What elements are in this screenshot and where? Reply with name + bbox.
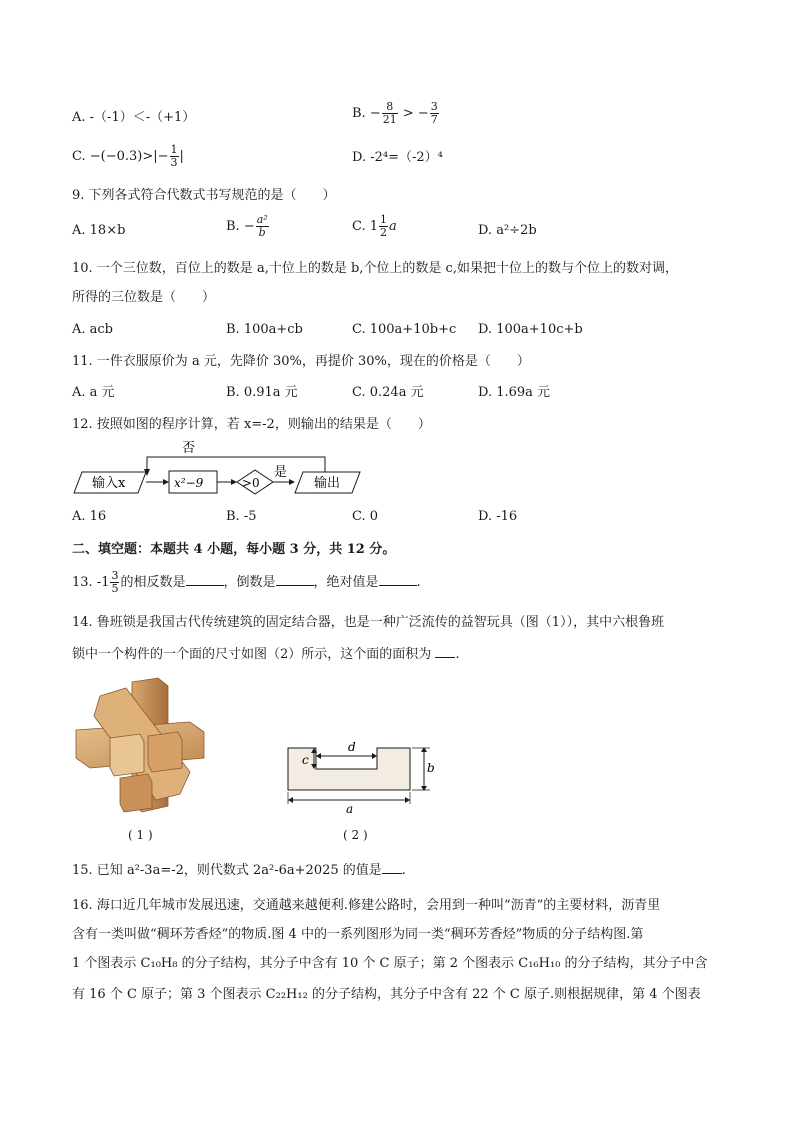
q8-option-b[interactable] xyxy=(352,101,440,126)
q9-c-num: 1 xyxy=(380,213,388,226)
q14-stem-line2 xyxy=(72,645,460,664)
flow-output-label: 输出 xyxy=(314,476,341,491)
fig2-label: ( 2 ) xyxy=(343,828,368,842)
q11-option-a[interactable]: A. a 元 xyxy=(72,385,115,400)
q8-c-frac xyxy=(170,144,179,169)
q14-stem-line1: 14. 鲁班锁是我国古代传统建筑的固定结合器，也是一种广泛流传的益智玩具（图（1）），其中六根鲁班 xyxy=(72,615,665,630)
q12-option-a[interactable]: A. 16 xyxy=(72,509,107,524)
dim-a-label: a xyxy=(346,802,354,814)
q8-b-prefix: B. − xyxy=(352,106,381,121)
q8-option-c[interactable] xyxy=(72,144,184,169)
q8-c-suffix: | xyxy=(179,149,184,164)
q13-blank-absolute[interactable] xyxy=(379,573,417,586)
q9-option-d[interactable]: D. a²÷2b xyxy=(478,223,537,238)
q8-b-den2: 7 xyxy=(430,113,438,126)
section-2-heading: 二、填空题：本题共 4 小题，每小题 3 分，共 12 分。 xyxy=(72,542,396,557)
flow-condition-label: >0 xyxy=(242,476,260,490)
q10-stem-line2: 所得的三位数是（ ） xyxy=(72,290,216,305)
q8-b-den1: 21 xyxy=(382,113,397,126)
q15-end: . xyxy=(401,863,406,878)
q13-blank-opposite[interactable] xyxy=(186,573,224,586)
q16-line1: 16. 海口近几年城市发展迅速，交通越来越便利.修建公路时，会用到一种叫“沥青”的主要材料，沥青里 xyxy=(72,898,661,913)
q13-prefix: 13. -1 xyxy=(72,575,110,590)
q16-line3: 1 个图表示 C₁₀H₈ 的分子结构，其分子中含有 10 个 C 原子；第 2 个图表示 C₁₆H₁₀ 的分子结构，其分子中含 xyxy=(72,956,708,971)
luban-lock-image xyxy=(70,676,215,816)
q10-option-c[interactable]: C. 100a+10b+c xyxy=(352,322,457,337)
q13-stem xyxy=(72,570,421,595)
q11-option-c[interactable]: C. 0.24a 元 xyxy=(352,385,424,400)
q10-option-d[interactable]: D. 100a+10c+b xyxy=(478,322,583,337)
q13-den: 5 xyxy=(111,582,119,595)
q9-option-c[interactable] xyxy=(352,214,397,239)
q10-option-b[interactable]: B. 100a+cb xyxy=(226,322,303,337)
q14-stem-text: 锁中一个构件的一个面的尺寸如图（2）所示，这个面的面积为 xyxy=(72,647,432,662)
q9-b-frac xyxy=(256,214,269,239)
q14-blank-area[interactable] xyxy=(435,645,455,658)
q8-c-den: 3 xyxy=(170,156,178,169)
flow-no-label: 否 xyxy=(182,441,196,456)
q8-b-num1: 8 xyxy=(382,101,398,114)
q9-b-den: b xyxy=(258,226,266,239)
fig1-label: ( 1 ) xyxy=(128,828,153,842)
q14-dimension-figure xyxy=(280,734,440,814)
q12-option-d[interactable]: D. -16 xyxy=(478,509,518,524)
flow-yes-label: 是 xyxy=(274,465,288,480)
q13-num: 3 xyxy=(111,569,119,582)
q13-text-1: 的相反数是 xyxy=(120,575,186,590)
flow-process-label: x²−9 xyxy=(174,476,204,490)
q8-b-frac2 xyxy=(430,101,439,126)
q9-c-frac xyxy=(379,214,388,239)
dim-c-label: c xyxy=(302,753,309,767)
dim-b-label: b xyxy=(427,761,435,775)
q9-c-suffix: a xyxy=(389,219,397,234)
q15-stem xyxy=(72,861,406,880)
q11-stem: 11. 一件衣服原价为 a 元，先降价 30%，再提价 30%，现在的价格是（ ） xyxy=(72,354,530,369)
q10-stem-line1: 10. 一个三位数，百位上的数是 a,十位上的数是 b,个位上的数是 c,如果把十位上的数与个位上的数对调， xyxy=(72,261,678,276)
q8-c-num: 1 xyxy=(170,143,178,156)
q9-option-b[interactable] xyxy=(226,214,270,239)
q9-c-den: 2 xyxy=(380,226,388,239)
q9-b-prefix: B. − xyxy=(226,219,255,234)
q8-option-a[interactable]: A. -（-1）＜-（+1） xyxy=(72,110,196,125)
q10-option-a[interactable]: A. acb xyxy=(72,322,114,337)
q13-frac xyxy=(110,570,119,595)
dim-d-label: d xyxy=(348,740,356,754)
q8-b-mid: > − xyxy=(398,106,429,121)
q16-line2: 含有一类叫做“稠环芳香烃”的物质.图 4 中的一系列图形为同一类“稠环芳香烃”物质的分子结构图.第 xyxy=(72,927,644,942)
q12-option-c[interactable]: C. 0 xyxy=(352,509,379,524)
q15-stem-text: 15. 已知 a²-3a=-2，则代数式 2a²-6a+2025 的值是 xyxy=(72,863,382,878)
q8-option-d[interactable]: D. -2⁴=（-2）⁴ xyxy=(352,150,443,165)
flow-arrow-3-head xyxy=(289,479,295,485)
q9-stem: 9. 下列各式符合代数式书写规范的是（ ） xyxy=(72,188,336,203)
q13-text-3: ，绝对值是 xyxy=(313,575,379,590)
q13-text-2: ，倒数是 xyxy=(223,575,276,590)
q16-line4: 有 16 个 C 原子；第 3 个图表示 C₂₂H₁₂ 的分子结构，其分子中含有 22 个 C 原子.则根据规律，第 4 个图表 xyxy=(72,987,701,1002)
q13-text-4: . xyxy=(416,575,421,590)
q14-stem-end: . xyxy=(455,647,460,662)
q9-c-prefix: C. 1 xyxy=(352,219,379,234)
q13-blank-reciprocal[interactable] xyxy=(276,573,314,586)
flow-input-label: 输入x xyxy=(92,476,126,491)
q12-option-b[interactable]: B. -5 xyxy=(226,509,257,524)
q9-option-a[interactable]: A. 18×b xyxy=(72,223,126,238)
q9-b-num: a² xyxy=(256,213,268,226)
q11-option-d[interactable]: D. 1.69a 元 xyxy=(478,385,551,400)
flow-arrow-1-head xyxy=(163,479,169,485)
q11-option-b[interactable]: B. 0.91a 元 xyxy=(226,385,298,400)
q15-blank[interactable] xyxy=(382,861,402,874)
q12-flowchart xyxy=(70,436,370,498)
q8-c-prefix: C. −(−0.3)>|− xyxy=(72,149,169,164)
q12-stem: 12. 按照如图的程序计算，若 x=-2，则输出的结果是（ ） xyxy=(72,417,431,432)
q8-b-frac1 xyxy=(382,101,398,126)
q8-b-num2: 3 xyxy=(430,100,438,113)
